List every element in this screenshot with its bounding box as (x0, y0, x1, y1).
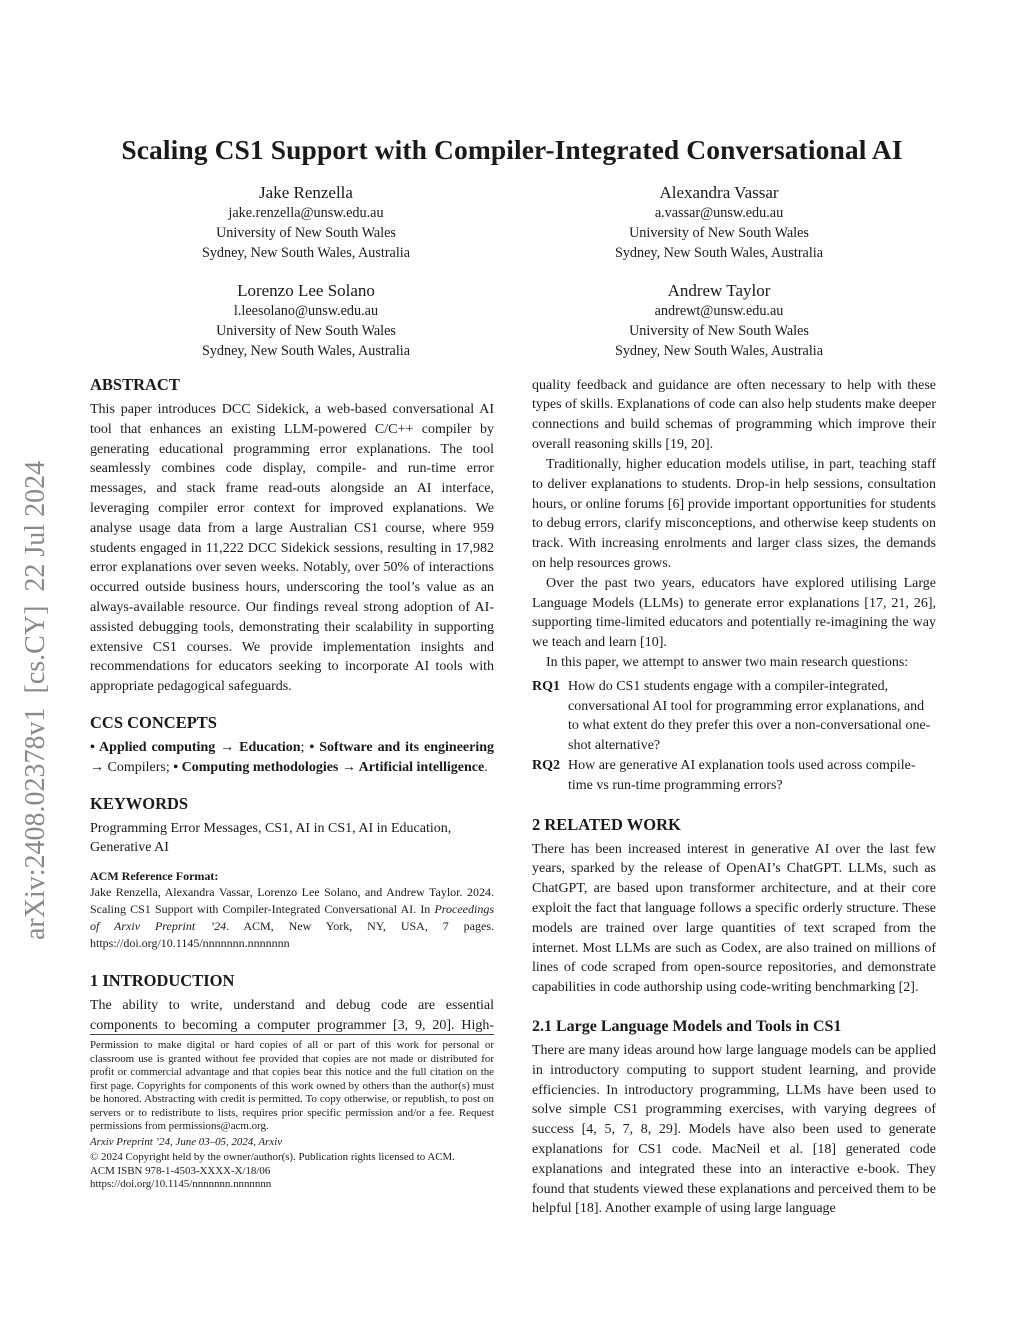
keywords-text: Programming Error Messages, CS1, AI in CS1, AI in Education, Generative AI (90, 820, 452, 856)
conference-info: Arxiv Preprint ’24, June 03–05, 2024, Arxiv (90, 1135, 283, 1148)
doi-link[interactable]: https://doi.org/10.1145/nnnnnnn.nnnnnnn (90, 1178, 272, 1190)
rq-label: RQ2 (532, 757, 560, 773)
author-email: andrewt@unsw.edu.au (654, 303, 784, 319)
research-questions (532, 677, 936, 796)
acm-ref-heading: ACM Reference Format: (90, 869, 219, 884)
research-question (532, 677, 936, 756)
rq-text: How are generative AI explanation tools used across compile-time vs run-time programming errors? (568, 757, 916, 793)
author-location: Sydney, New South Wales, Australia (614, 343, 824, 359)
abstract-heading: ABSTRACT (90, 375, 180, 394)
author-block (554, 182, 884, 263)
ccs-arrow: → (338, 759, 359, 775)
ccs-term: Education (239, 739, 301, 755)
rq-label: RQ1 (532, 678, 560, 694)
intro-paragraph: Traditionally, higher education models utilise, in part, teaching staff to deliver explanations to students. Drop-in help sessions, consultation hours, or online forums [6] provide important opportunities for students to debug errors, clarify misconceptions, and otherwise keep students on track. With increasing enrolments and larger class sizes, the demands on help resources grows. (532, 457, 936, 571)
related-paragraph: There has been increased interest in generative AI over the last few years, sparked by the release of OpenAI’s ChatGPT. LLMs, such as ChatGPT, are based upon transformer architecture, and at their core exploit the fact that language follows a specific orderly structure. These models are trained over large quantities of text scraped from the internet. Most LLMs are such as Codex, are also trained on millions of lines of code scraped from open-source repositories, and demonstrate capabilities in code authorship using code-writing benchmarking [2]. (532, 841, 936, 996)
ccs-concepts (90, 738, 494, 778)
isbn: ACM ISBN 978-1-4503-XXXX-X/18/06 (90, 1164, 271, 1177)
author-affiliation: University of New South Wales (629, 225, 809, 241)
author-email: l.leesolano@unsw.edu.au (233, 303, 379, 319)
copyright-notice: © 2024 Copyright held by the owner/author(s). Publication rights licensed to ACM. (90, 1151, 455, 1163)
author-affiliation: University of New South Wales (216, 323, 396, 339)
ccs-term: • Software and its engineering (309, 739, 495, 755)
author-name: Jake Renzella (259, 183, 353, 202)
author-name: Lorenzo Lee Solano (237, 281, 375, 300)
author-name: Andrew Taylor (667, 281, 771, 300)
intro-continuation (532, 376, 936, 455)
author-email: a.vassar@unsw.edu.au (654, 205, 784, 221)
keywords-heading: KEYWORDS (90, 793, 189, 813)
ccs-term: → Compilers; (90, 759, 174, 775)
rq-text: How do CS1 students engage with a compiler-integrated, conversational AI tool for programming error explanations, and to what extent do they prefer this over a non-conversational one-shot alternative? (568, 678, 931, 754)
permission-notice: Permission to make digital or hard copies of all or part of this work for personal or classroom use is granted without fee provided that copies are not made or distributed for profit or commercial advantage and that copies bear this notice and the full citation on the first page. Copyrights for components of this work owned by others than the author(s) must be honored. Abstracting with credit is permitted. To copy otherwise, or republish, to post on servers or to redistribute to lists, requires prior specific permission and/or a fee. Request permissions from permissions@acm.org. (90, 1039, 494, 1132)
ccs-heading: CCS CONCEPTS (90, 712, 217, 732)
subsection-heading: 2.1 Large Language Models and Tools in CS1 (532, 1017, 842, 1035)
related-work-heading: 2 RELATED WORK (532, 814, 681, 834)
author-block (141, 280, 471, 361)
intro-paragraph: Over the past two years, educators have explored utilising Large Language Models (LLMs) to generate error explanations [17, 21, 26], supporting time-limited educators and potentially re-imagining the way we teach and learn [10]. (532, 575, 936, 651)
ccs-arrow: → (215, 739, 240, 755)
acm-ref-text (90, 884, 494, 952)
acm-ref-part: . ACM, New York, NY, USA, 7 pages. https://doi.org/10.1145/nnnnnnn.nnnnnnn (90, 919, 495, 951)
abstract-text: This paper introduces DCC Sidekick, a web-based conversational AI tool that enhances an existing LLM-powered C/C++ compiler by generating educational programming error explanations. The tool seamlessly combines code display, compile- and run-time error messages, and stack frame read-outs alongside an AI interface, leveraging compiler error context for improved explanations. We analyse usage data from a large Australian CS1 course, where 959 students engaged in 11,222 DCC Sidekick sessions, resulting in 17,982 error explanations over seven weeks. Notably, over 50% of interactions occurred outside business hours, underscoring the tool’s value as an always-available resource. Our findings reveal strong adoption of AI-assisted debugging tools, demonstrating their scalability in supporting extensive CS1 courses. We provide implementation insights and recommendations for educators seeking to incorporate AI tools with appropriate pedagogical safeguards. (90, 402, 494, 695)
intro-paragraph: In this paper, we attempt to answer two main research questions: (546, 654, 909, 670)
research-question (532, 756, 936, 796)
author-block (554, 280, 884, 361)
right-column (532, 376, 936, 1219)
left-column (90, 374, 494, 1036)
footnote (90, 1034, 494, 1192)
author-block (141, 182, 471, 263)
paper-title: Scaling CS1 Support with Compiler-Integrated Conversational AI (121, 134, 903, 165)
intro-paragraph-continued: quality feedback and guidance are often necessary to help with these types of skills. Explanations of code can also help students make deeper connections and build schemas of programming which improve their overall reasoning skills [19, 20]. (532, 377, 936, 452)
author-email: jake.renzella@unsw.edu.au (228, 205, 384, 221)
ccs-term: • Computing methodologies (173, 759, 339, 775)
arxiv-identifier: arXiv:2408.02378v1 [cs.CY] 22 Jul 2024 (20, 460, 51, 940)
intro-paragraph: The ability to write, understand and debug code are essential components to becoming a computer programmer [3, 9, 20]. High- (90, 998, 494, 1033)
author-location: Sydney, New South Wales, Australia (201, 245, 411, 261)
introduction-heading: 1 INTRODUCTION (90, 971, 235, 991)
author-location: Sydney, New South Wales, Australia (201, 343, 411, 359)
author-location: Sydney, New South Wales, Australia (614, 245, 824, 261)
author-name: Alexandra Vassar (659, 183, 779, 202)
related-paragraph: There are many ideas around how large language models can be applied in introductory computing to support student learning, and provide efficiencies. In introductory programming, LLMs have been used to solve simple CS1 programming exercises, with varying degrees of success [4, 5, 7, 8, 29]. Models have also been used to generate explanations for CS1 code. MacNeil et al. [18] generated code explanations and integrated these into an interactive e-book. They found that students viewed these explanations and perceived them to be helpful [18]. Another example of using large language (532, 1042, 936, 1217)
author-affiliation: University of New South Wales (629, 323, 809, 339)
ccs-sep: ; (300, 739, 310, 755)
ccs-sep: . (484, 759, 488, 775)
ccs-term: Artificial intelligence (358, 759, 485, 775)
acm-ref-venue: Proceedings of Arxiv Preprint ’24 (90, 902, 494, 934)
ccs-term: • Applied computing (90, 739, 216, 755)
acm-ref-part: Jake Renzella, Alexandra Vassar, Lorenzo Lee Solano, and Andrew Taylor. 2024. Scaling CS1 Support with Compiler-Integrated Conversational AI. In (90, 885, 494, 917)
author-affiliation: University of New South Wales (216, 225, 396, 241)
